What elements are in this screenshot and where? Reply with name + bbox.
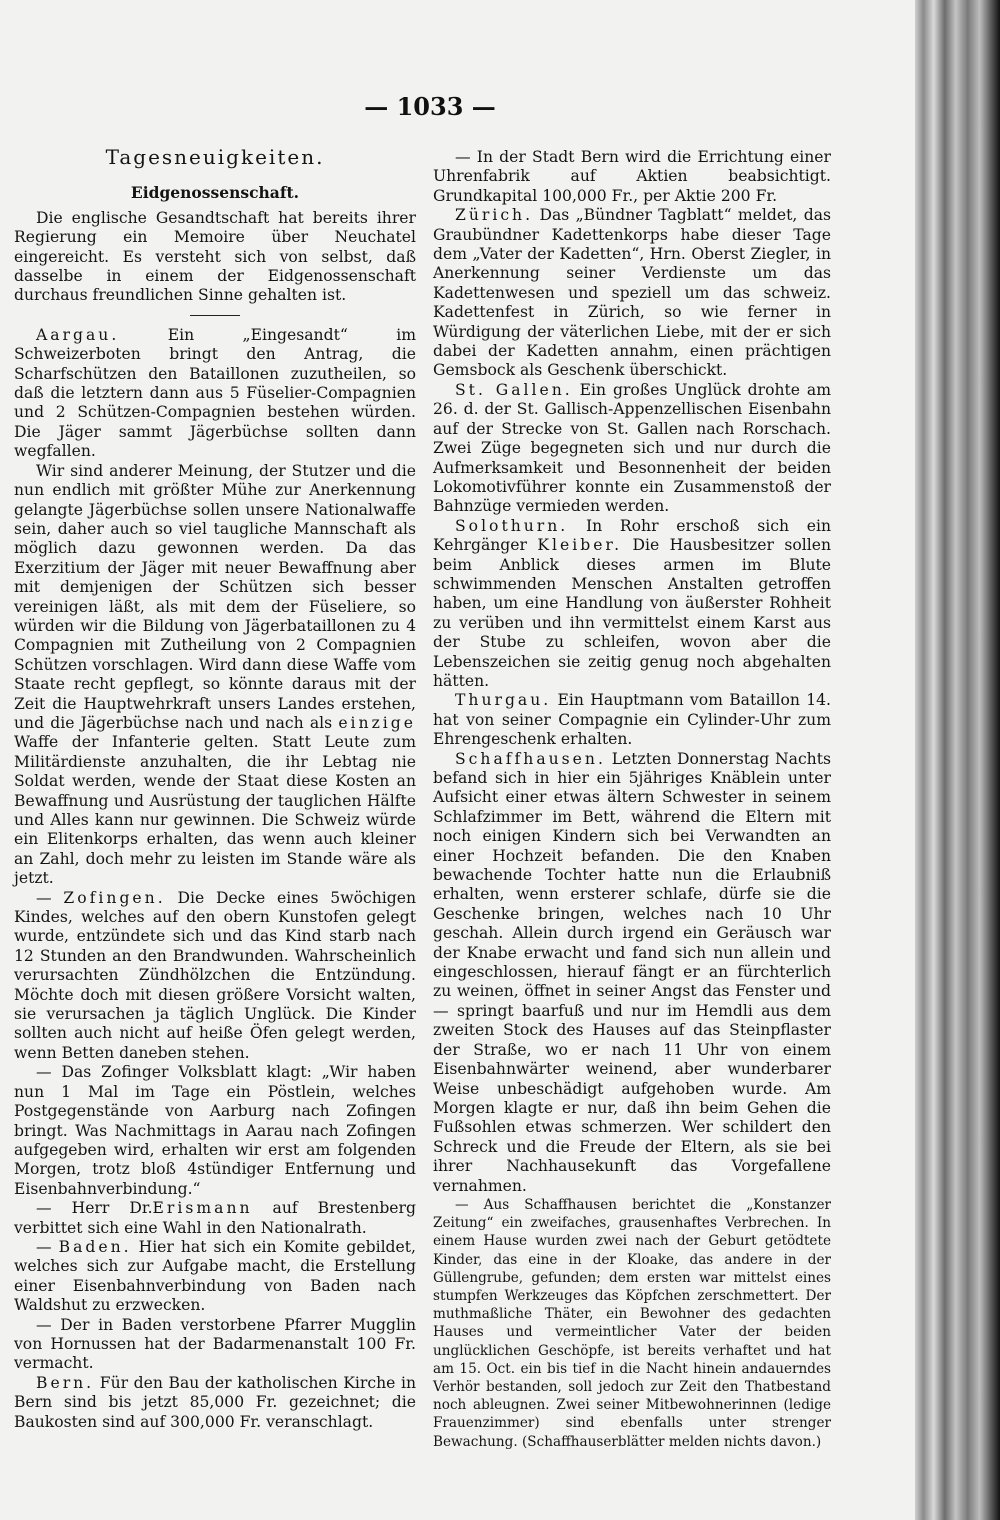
place-bern: Bern.	[36, 1373, 95, 1392]
article-solothurn-rest: Die Hausbesitzer sollen beim Anblick dieses armen im Blute schwimmenden Menschen Anstalten getroffen haben, um eine Handlung von äußerster Rohheit zu verüben und ihn vermittelst einem Karst aus der Stube zu schleifen, wovon aber die Lebenszeichen sie zeitig genug noch abgehalten hätten.	[433, 536, 831, 690]
place-stgallen: St. Gallen.	[455, 380, 573, 399]
article-volksblatt: — Das Zofinger Volksblatt klagt: „Wir haben nun 1 Mal im Tage ein Pöstlein, welches Postgegenstände von Aarburg nach Zofingen bringt. Was Nachmittags in Aarau nach Zofingen aufgegeben wird, erhalten wir erst am folgenden Morgen, trotz bloß 4stündiger Entfernung und Eisenbahnverbindung.“	[14, 1063, 416, 1198]
divider-rule	[190, 315, 240, 316]
book-spine-edge	[915, 0, 1000, 1520]
page-number: — 1033 —	[364, 92, 496, 121]
article-bern	[14, 1374, 416, 1432]
place-thurgau: Thurgau.	[455, 691, 552, 710]
section-subheading: Eidgenossenschaft.	[130, 183, 300, 203]
article-opinion	[14, 462, 416, 889]
article-erismann	[14, 1199, 416, 1238]
article-baden-text: Hier hat sich ein Komite gebildet, welches sich zur Aufgabe macht, die Erstellung einer Eisenbahnverbindung von Baden nach Waldshut zu erzwecken.	[14, 1237, 416, 1315]
article-opinion-rest: Waffe der Infanterie gelten. Statt Leute zum Militärdienste anzuhalten, die ihr Lebtag nie Soldat werden, wende der Staat diese Kosten an Bewaffnung und Ausrüstung der tauglichen Hälfte und Alles kann nur gewinnen. Die Schweiz würde ein Elitenkorps erhalten, das wenn auch kleiner an Zahl, doch mehr zu leisten im Stande wäre als jetzt.	[14, 733, 416, 888]
place-schaffhausen: Schaffhausen.	[455, 749, 606, 768]
place-baden: Baden.	[58, 1237, 132, 1256]
article-bern-text: Für den Bau der katholischen Kirche in Bern sind bis jetzt 85,000 Fr. gezeichnet; die Baukosten sind auf 300,000 Fr. veranschlagt.	[14, 1373, 416, 1431]
article-uhrenfabrik: — In der Stadt Bern wird die Errichtung einer Uhrenfabrik auf Aktien beabsichtigt. Grundkapital 100,000 Fr., per Aktie 200 Fr.	[433, 148, 831, 205]
article-opinion-text: Wir sind anderer Meinung, der Stutzer und die nun endlich mit größter Mühe zur Anerkennung gelangte Jägerbüchse sollen unsere Nationalwaffe sein, daher auch so viel taugliche Mannschaft als möglich dazu gewonnen werden. Da das Exerzitium der Jäger mit neuer Bewaffnung aber mit demjenigen der Schützen sich besser vereinigen läßt, als mit dem der Füseliere, so würden wir die Bildung von Jägerbataillonen zu 4 Compagnien mit Zutheilung von 2 Compagnien Schützen vorschlagen. Wird dann diese Waffe vom Staate recht gepflegt, so könnte daraus mit der Zeit die Hauptwehrkraft unsers Landes erstehen, und die Jägerbüchse nach und nach als	[14, 461, 416, 732]
article-zuerich	[433, 206, 831, 381]
place-zuerich: Zürich.	[455, 206, 534, 225]
place-aargau: Aargau.	[36, 325, 120, 344]
article-erismann-text: auf Brestenberg verbittet sich eine Wahl in den Nationalrath.	[14, 1199, 416, 1237]
place-zofingen: Zofingen.	[63, 888, 166, 907]
name-kleiber: Kleiber.	[537, 536, 623, 555]
article-mugglin: — Der in Baden verstorbene Pfarrer Mugglin von Hornussen hat der Badarmenanstalt 100 Fr. vermacht.	[14, 1315, 416, 1373]
article-neuchatel: Die englische Gesandtschaft hat bereits ihrer Regierung ein Memoire über Neuchatel eingereicht. Es versteht sich von selbst, daß dasselbe in einem der Eidgenossenschaft durchaus freundlichen Sinne gehalten ist.	[14, 208, 416, 305]
name-erismann: Erismann	[152, 1199, 253, 1218]
left-column	[14, 145, 416, 1432]
article-aargau	[14, 326, 416, 462]
article-thurgau-text: Ein Hauptmann vom Bataillon 14. hat von seiner Compagnie ein Cylinder-Uhr zum Ehrengeschenk erhalten.	[433, 691, 832, 749]
article-zofingen-text: Die Decke eines 5wöchigen Kindes, welches auf den obern Kunstofen gelegt wurde, entzündete sich und das Kind starb nach 12 Stunden an den Brandwunden. Wahrscheinlich verursachten Zündhölzchen die Entzündung. Möchte doch mit diesen größere Vorsicht walten, sie verursachen ja täglich Unglück. Die Kinder sollten auch nicht auf heiße Öfen gelegt werden, wenn Betten daneben stehen.	[14, 888, 416, 1062]
article-schaffhausen	[433, 750, 831, 1196]
article-zofingen: — Zofingen. Die Decke eines 5wöchigen Kindes, welches auf den obern Kunstofen gelegt wurde, entzündete sich und das Kind starb nach 12 Stunden an den Brandwunden. Wahrscheinlich verursachten Zündhölzchen die Entzündung. Möchte doch mit diesen größere Vorsicht walten, sie verursachen ja täglich Unglück. Die Kinder sollten auch nicht auf heiße Öfen gelegt werden, wenn Betten daneben stehen.	[14, 888, 416, 1062]
article-aargau-text: Ein „Eingesandt“ im Schweizerboten bringt den Antrag, die Scharfschützen den Bataillonen zuzutheilen, so daß die letztern dann aus 5 Füselier-Compagnien und 2 Schützen-Compagnien bestehen würden. Die Jäger sammt Jägerbüchse sollten dann wegfallen.	[14, 325, 416, 461]
article-solothurn	[433, 517, 831, 692]
erismann-prefix: — Herr Dr.	[36, 1199, 153, 1218]
article-solothurn-text: In Rohr erschoß sich ein Kehrgänger	[433, 516, 831, 555]
article-baden: — Baden. Hier hat sich ein Komite gebildet, welches sich zur Aufgabe macht, die Erstellung einer Eisenbahnverbindung von Baden nach Waldshut zu erzwecken.	[14, 1237, 416, 1315]
right-column	[433, 148, 831, 1451]
place-solothurn: Solothurn.	[455, 516, 569, 535]
article-stgallen-text: Ein großes Unglück drohte am 26. d. der St. Gallisch-Appenzellischen Eisenbahn auf der Strecke von St. Gallen nach Rorschach. Zwei Züge begegneten sich und nur durch die Aufmerksamkeit und Besonnenheit der beiden Lokomotivführer konnte ein Zusammenstoß der Bahnzüge vermieden werden.	[433, 380, 831, 516]
article-verbrechen: — Aus Schaffhausen berichtet die „Konstanzer Zeitung“ ein zweifaches, grausenhaftes Verbrechen. In einem Hause wurden zwei nach der Geburt getödtete Kinder, das eine in der Kloake, das andere in der Güllengrube, gefunden; dem ersten war mittelst eines stumpfen Werkzeuges das Köpfchen zerschmettert. Der muthmaßliche Thäter, ein Bewohner des gedachten Hauses und vermeintlicher Vater der beiden unglücklichen Geschöpfe, ist bereits verhaftet und hat am 15. Oct. ein bis tief in die Nacht hinein andauerndes Verhör bestanden, soll jedoch zur Zeit den Thatbestand noch ableugnen. Zwei seiner Mitbewohnerinnen (ledige Frauenzimmer) sind ebenfalls unter strenger Bewachung. (Schaffhauserblätter melden nichts davon.)	[433, 1196, 831, 1450]
article-zuerich-text: Das „Bündner Tagblatt“ meldet, das Graubündner Kadettenkorps habe dieser Tage dem „Vater der Kadetten“, Hrn. Oberst Ziegler, in Anerkennung seiner Verdienste um das Kadettenwesen und speziell um das schweiz. Kadettenfest in Zürich, so wie ferner in Würdigung der väterlichen Liebe, mit der er sich dabei der Kadetten annahm, einen prächtigen Gemsbock als Geschenk überschickt.	[433, 206, 831, 380]
article-stgallen	[433, 381, 831, 517]
article-schaffhausen-text: Letzten Donnerstag Nachts befand sich in hier ein 5jähriges Knäblein unter Aufsicht einer etwas ältern Schwester in seinem Schlafzimmer im Bett, während die Eltern mit noch einigen Kindern sich bei Verwandten an einer Hochzeit befanden. Die den Knaben bewachende Tochter hatte nun die Erlaubniß erhalten, wenn ersterer schlafe, dürfe sie die Geschenke bringen, welches nach 10 Uhr geschah. Allein durch irgend ein Geräusch war der Knabe erwacht und fand sich nun allein und eingeschlossen, hierauf fängt er an fürchterlich zu weinen, öffnet in seiner Angst das Fenster und — springt baarfuß und nur im Hemdli aus dem zweiten Stock des Hauses auf das Steinpflaster der Straße, wo er nach 11 Uhr von einem Eisenbahnwärter weinend, aber wunderbarer Weise unbeschädigt aufgehoben wurde. Am Morgen klagte er nur, daß ihn beim Gehen die Fußsohlen etwas schmerzen. Wer schildert den Schreck und die Freude der Eltern, als sie bei ihrer Nachhausekunft das Vorgefallene vernahmen.	[433, 749, 831, 1195]
opinion-emphasis: einzige	[338, 713, 416, 732]
section-heading: Tagesneuigkeiten.	[105, 145, 325, 169]
article-thurgau	[433, 691, 831, 749]
